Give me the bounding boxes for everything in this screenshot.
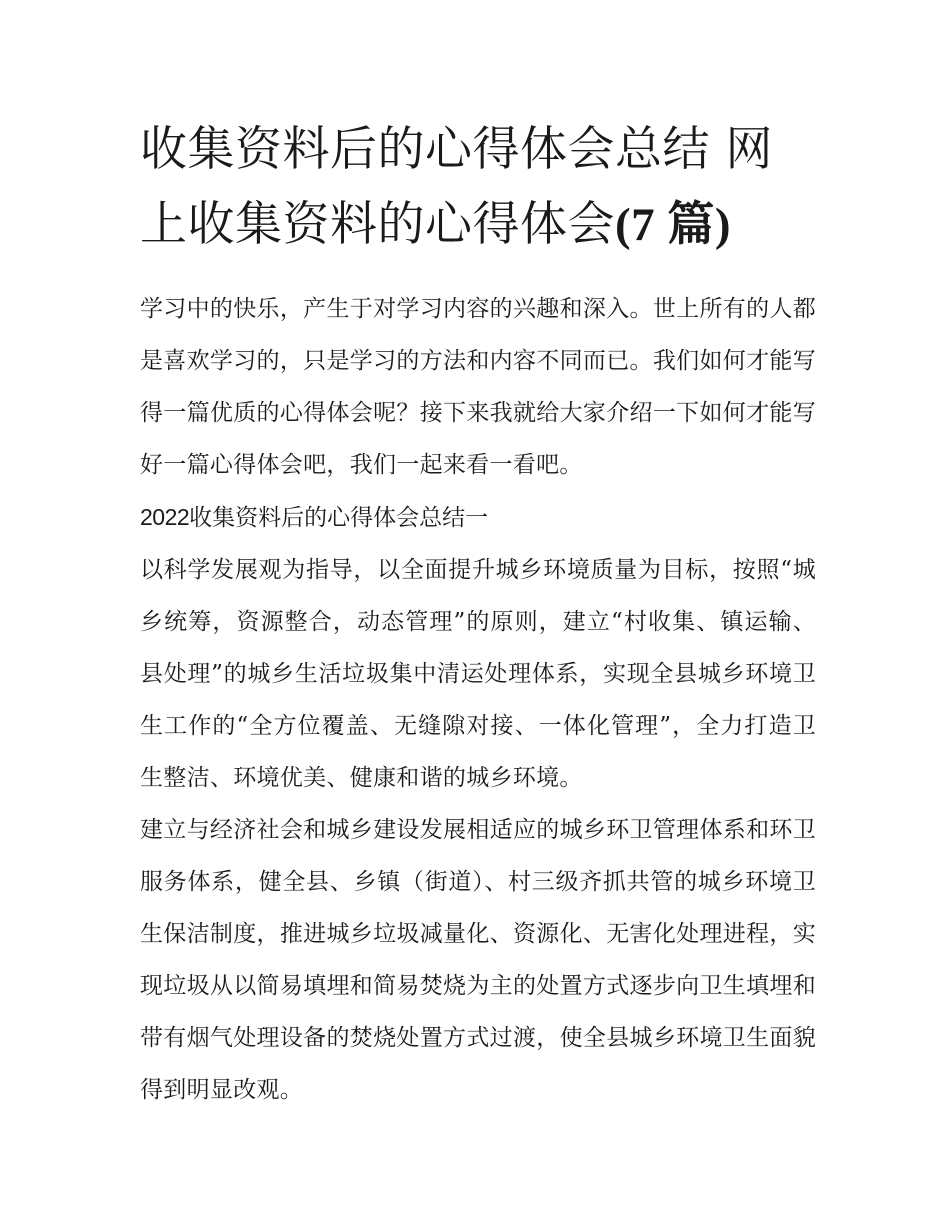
document-title [140,112,816,263]
section-year: 2022 [140,504,190,530]
body-paragraph: 建立与经济社会和城乡建设发展相适应的城乡环卫管理体系和环卫服务体系，健全县、乡镇（街道）、村三级齐抓共管的城乡环境卫生保洁制度，推进城乡垃圾减量化、资源化、无害化处理进程，实现垃圾从以简易填埋和简易焚烧为主的处置方式逐步向卫生填埋和带有烟气处理设备的焚烧处置方式过渡，使全县城乡环境卫生面貌得到明显改观。 [140,817,816,1103]
intro-paragraph: 学习中的快乐，产生于对学习内容的兴趣和深入。世上所有的人都是喜欢学习的，只是学习的方法和内容不同而已。我们如何才能写得一篇优质的心得体会呢？接下来我就给大家介绍一下如何才能写好一篇心得体会吧，我们一起来看一看吧。 [140,296,816,478]
document-page [140,112,816,1116]
body-paragraph: 以科学发展观为指导，以全面提升城乡环境质量为目标，按照“城乡统筹，资源整合，动态管理”的原则，建立“村收集、镇运输、县处理”的城乡生活垃圾集中清运处理体系，实现全县城乡环境卫生工作的“全方位覆盖、无缝隙对接、一体化管理”，全力打造卫生整洁、环境优美、健康和谐的城乡环境。 [140,557,816,791]
section-heading [140,491,816,544]
title-main: 收集资料后的心得体会总结 网上收集资料的心得体会 [140,122,773,252]
title-suffix: (7 篇) [615,199,732,251]
section-heading-text: 收集资料后的心得体会总结一 [189,505,489,531]
